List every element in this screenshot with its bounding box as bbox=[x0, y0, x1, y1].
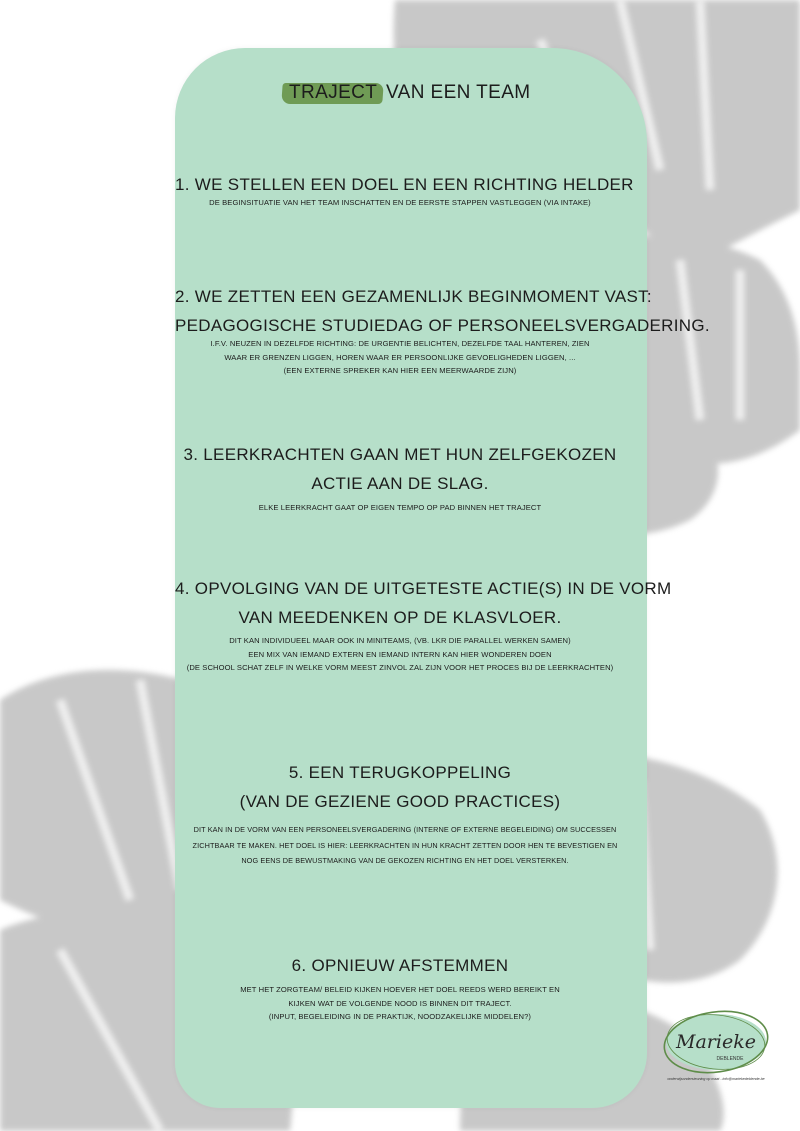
step-5-heading-line-1: 5. EEN TERUGKOPPELING bbox=[288, 763, 512, 782]
logo-badge-icon bbox=[658, 1010, 778, 1090]
step-6-description-line-3: (INPUT, BEGELEIDING IN DE PRAKTIJK, NOODZAKELIJKE MIDDELEN?) bbox=[268, 1012, 532, 1021]
step-5-description-line-2: ZICHTBAAR TE MAKEN. HET DOEL IS HIER: LEERKRACHTEN IN HUN KRACHT ZETTEN DOOR HEN TE BEVESTIGEN EN bbox=[192, 840, 618, 850]
step-4-heading-line-1: 4. OPVOLGING VAN DE UITGETESTE ACTIE(S) IN DE VORM bbox=[175, 579, 672, 598]
step-2-description-line-3: (EEN EXTERNE SPREKER KAN HIER EEN MEERWAARDE ZIJN) bbox=[283, 366, 517, 375]
step-1-description-line-1: DE BEGINSITUATIE VAN HET TEAM INSCHATTEN EN DE EERSTE STAPPEN VASTLEGGEN (VIA INTAKE) bbox=[209, 198, 591, 207]
step-3-heading-line-2: ACTIE AAN DE SLAG. bbox=[311, 474, 489, 493]
step-5-description bbox=[185, 822, 625, 869]
brand-logo bbox=[658, 1010, 778, 1090]
step-2-description-line-1: I.F.V. NEUZEN IN DEZELFDE RICHTING: DE URGENTIE BELICHTEN, DEZELFDE TAAL HANTEREN, ZIEN bbox=[210, 339, 590, 348]
step-6-heading-line-1: 6. OPNIEUW AFSTEMMEN bbox=[291, 956, 509, 975]
step-6-description-line-2: KIJKEN WAT DE VOLGENDE NOOD IS BINNEN DIT TRAJECT. bbox=[288, 998, 512, 1008]
title-highlight: TRAJECT bbox=[286, 80, 380, 106]
logo-name: Marieke bbox=[676, 1031, 756, 1053]
step-4-heading-line-2: VAN MEEDENKEN OP DE KLASVLOER. bbox=[238, 608, 562, 627]
step-5-description-line-3: NOG EENS DE BEWUSTMAKING VAN DE GEKOZEN RICHTING EN HET DOEL VERSTERKEN. bbox=[241, 856, 569, 865]
step-4-description-line-3: (DE SCHOOL SCHAT ZELF IN WELKE VORM MEEST ZINVOL ZAL ZIJN VOOR HET PROCES BIJ DE LEERKRACHTEN) bbox=[186, 663, 614, 672]
step-1-heading-line-1: 1. WE STELLEN EEN DOEL EN EEN RICHTING HELDER bbox=[175, 175, 634, 194]
step-2-description bbox=[175, 337, 625, 378]
step-5-heading bbox=[175, 758, 625, 816]
step-4-description bbox=[175, 634, 625, 675]
step-6-description-line-1: MET HET ZORGTEAM/ BELEID KIJKEN HOEVER HET DOEL REEDS WERD BEREIKT EN bbox=[240, 985, 560, 994]
step-4-description-line-1: DIT KAN INDIVIDUEEL MAAR OOK IN MINITEAMS, (VB. LKR DIE PARALLEL WERKEN SAMEN) bbox=[229, 636, 571, 645]
step-2-heading-line-2: PEDAGOGISCHE STUDIEDAG OF PERSONEELSVERGADERING. bbox=[175, 316, 710, 335]
step-3-description bbox=[175, 501, 625, 515]
step-3-heading bbox=[175, 440, 625, 498]
step-2-heading bbox=[175, 282, 710, 340]
step-2-description-line-2: WAAR ER GRENZEN LIGGEN, HOREN WAAR ER PERSOONLIJKE GEVOELIGHEDEN LIGGEN, ... bbox=[224, 352, 576, 362]
logo-tagline: onderwijsondersteuning op maat - info@mariekedeblende.be bbox=[667, 1077, 765, 1081]
step-6-heading bbox=[175, 951, 625, 980]
step-1-description bbox=[175, 196, 625, 210]
page-title bbox=[286, 80, 531, 106]
step-3-description-line-1: ELKE LEERKRACHT GAAT OP EIGEN TEMPO OP PAD BINNEN HET TRAJECT bbox=[258, 503, 542, 512]
step-6-description bbox=[175, 983, 625, 1024]
step-4-description-line-2: EEN MIX VAN IEMAND EXTERN EN IEMAND INTERN KAN HIER WONDEREN DOEN bbox=[248, 649, 552, 659]
step-5-description-line-1: DIT KAN IN DE VORM VAN EEN PERSONEELSVERGADERING (INTERNE OF EXTERNE BEGELEIDING) OM SUCCESSEN bbox=[193, 825, 617, 834]
step-2-heading-line-1: 2. WE ZETTEN EEN GEZAMENLIJK BEGINMOMENT VAST: bbox=[175, 287, 652, 306]
step-4-heading bbox=[175, 574, 672, 632]
step-1-heading bbox=[175, 170, 634, 199]
step-3-heading-line-1: 3. LEERKRACHTEN GAAN MET HUN ZELFGEKOZEN bbox=[183, 445, 617, 464]
step-5-heading-line-2: (VAN DE GEZIENE GOOD PRACTICES) bbox=[239, 792, 561, 811]
logo-subtitle: DEBLENDE bbox=[716, 1056, 744, 1062]
title-rest: VAN EEN TEAM bbox=[380, 82, 531, 103]
